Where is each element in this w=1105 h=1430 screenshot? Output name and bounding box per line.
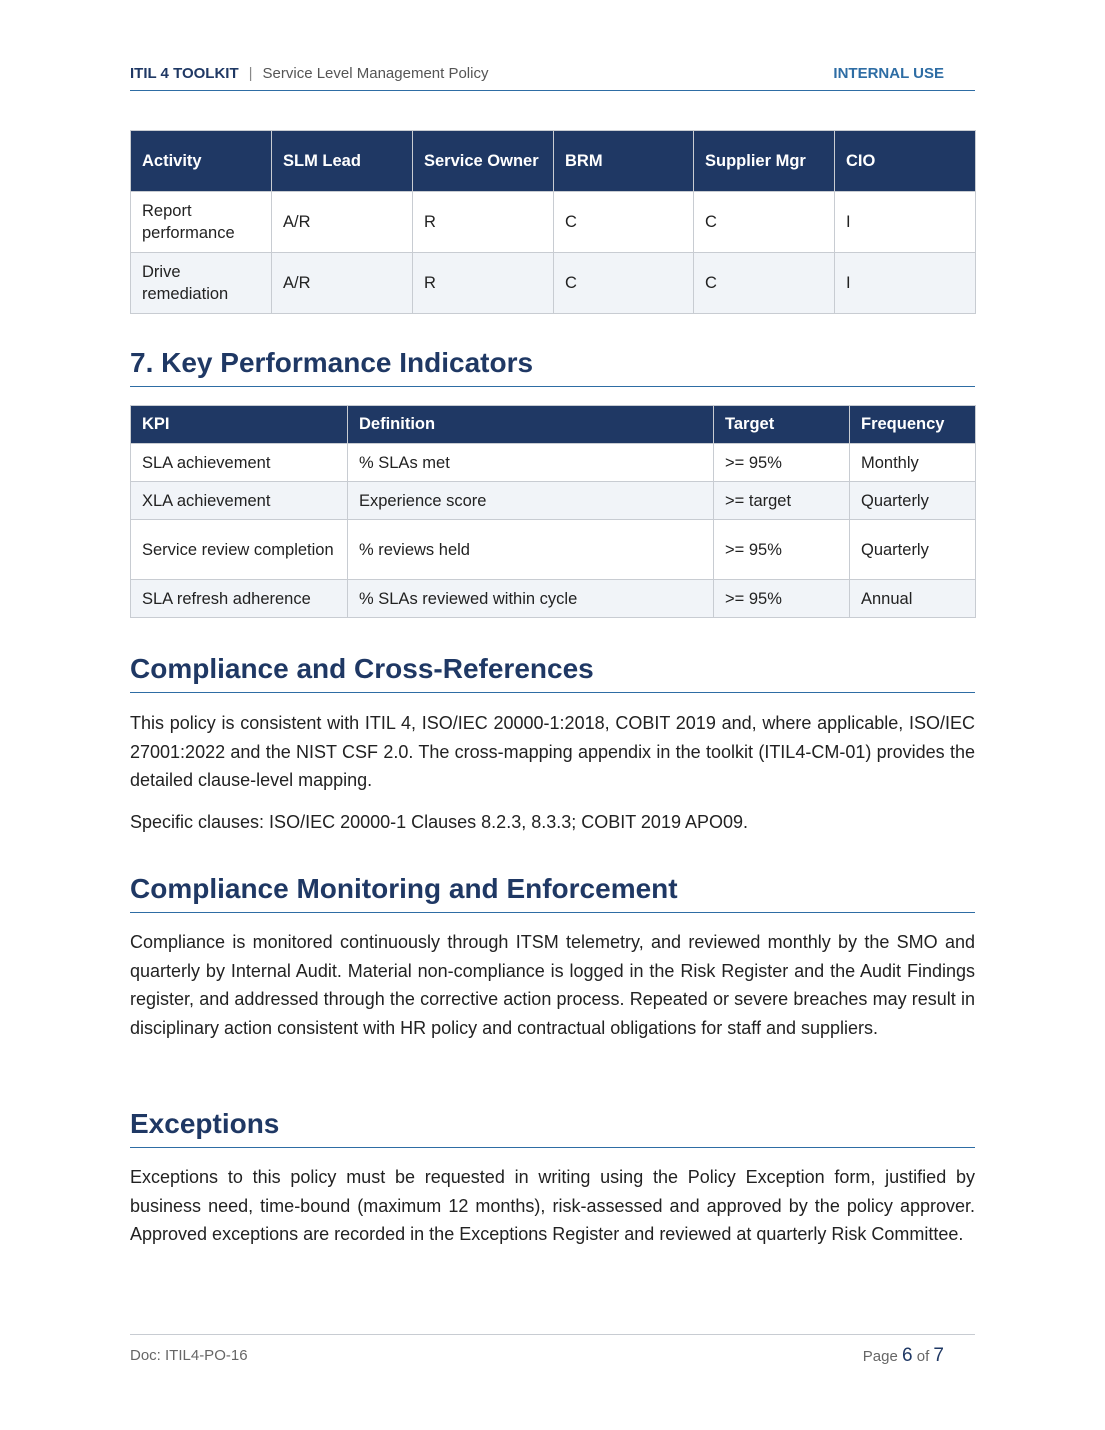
table-cell: % reviews held [348, 520, 714, 580]
table-cell: % SLAs met [348, 444, 714, 482]
kpi-header-row [131, 406, 976, 444]
table-cell: Quarterly [850, 520, 976, 580]
page-footer [130, 1334, 975, 1366]
raci-header-cio: CIO [835, 131, 976, 192]
kpi-header-target: Target [714, 406, 850, 444]
table-cell: % SLAs reviewed within cycle [348, 580, 714, 618]
table-cell: C [554, 192, 694, 253]
compliance-clauses-paragraph: Specific clauses: ISO/IEC 20000-1 Clauses 8.2.3, 8.3.3; COBIT 2019 APO09. [130, 812, 749, 832]
raci-table [130, 130, 976, 314]
table-cell: Report performance [131, 192, 272, 253]
exceptions-heading: Exceptions [130, 1107, 975, 1148]
table-cell: Quarterly [850, 482, 976, 520]
table-cell: >= 95% [714, 580, 850, 618]
header-separator: | [248, 65, 253, 82]
table-cell: Drive remediation [131, 253, 272, 314]
table-row [131, 580, 976, 618]
table-cell: Monthly [850, 444, 976, 482]
table-cell: C [694, 192, 835, 253]
compliance-refs-paragraph: This policy is consistent with ITIL 4, ISO/IEC 20000-1:2018, COBIT 2019 and, where applicable, ISO/IEC 27001:2022 and the NIST CSF 2.0. The cross-mapping appendix in the toolkit (ITIL4-CM-01) provides the detailed clause-level mapping. [130, 713, 975, 791]
table-cell: A/R [272, 192, 413, 253]
raci-header-supplier-mgr: Supplier Mgr [694, 131, 835, 192]
table-cell: R [413, 253, 554, 314]
raci-header-activity: Activity [131, 131, 272, 192]
table-cell: R [413, 192, 554, 253]
raci-header-brm: BRM [554, 131, 694, 192]
table-row [131, 482, 976, 520]
kpi-heading: 7. Key Performance Indicators [130, 346, 975, 387]
page-header [130, 64, 975, 91]
table-cell: XLA achievement [131, 482, 348, 520]
header-left [130, 65, 488, 82]
exceptions-paragraph: Exceptions to this policy must be requested in writing using the Policy Exception form, justified by business need, time-bound (maximum 12 months), risk-assessed and approved by the policy approver. Approved exceptions are recorded in the Exceptions Register and reviewed at quarterly Risk Committee. [130, 1167, 975, 1245]
raci-header-row [131, 131, 976, 192]
raci-header-service-owner: Service Owner [413, 131, 554, 192]
table-cell: >= 95% [714, 444, 850, 482]
table-cell: Annual [850, 580, 976, 618]
table-cell: >= 95% [714, 520, 850, 580]
kpi-header-kpi: KPI [131, 406, 348, 444]
table-cell: I [835, 253, 976, 314]
footer-page-total: 7 [933, 1345, 944, 1366]
kpi-header-definition: Definition [348, 406, 714, 444]
footer-page-current: 6 [901, 1345, 913, 1366]
table-cell: A/R [272, 253, 413, 314]
table-cell: C [554, 253, 694, 314]
compliance-monitoring-heading: Compliance Monitoring and Enforcement [130, 872, 975, 913]
compliance-monitoring-paragraph: Compliance is monitored continuously through ITSM telemetry, and reviewed monthly by the SMO and quarterly by Internal Audit. Material non-compliance is logged in the Risk Register and the Audit Findings register, and addressed through the corrective action process. Repeated or severe breaches may result in disciplinary action consistent with HR policy and contractual obligations for staff and suppliers. [130, 932, 975, 1038]
compliance-refs-heading: Compliance and Cross-References [130, 652, 975, 693]
table-cell: SLA achievement [131, 444, 348, 482]
table-cell: C [694, 253, 835, 314]
header-brand: ITIL 4 TOOLKIT [130, 65, 239, 82]
footer-of-label: of [916, 1348, 930, 1365]
table-cell: SLA refresh adherence [131, 580, 348, 618]
table-cell: >= target [714, 482, 850, 520]
kpi-table [130, 405, 976, 618]
table-row [131, 253, 976, 314]
footer-doc-id: Doc: ITIL4-PO-16 [130, 1347, 248, 1364]
table-cell: Experience score [348, 482, 714, 520]
footer-page-label: Page [862, 1348, 898, 1365]
kpi-header-frequency: Frequency [850, 406, 976, 444]
table-row [131, 444, 976, 482]
table-row [131, 192, 976, 253]
raci-header-slm-lead: SLM Lead [272, 131, 413, 192]
footer-page-number [863, 1345, 944, 1367]
table-cell: Service review completion [131, 520, 348, 580]
table-row [131, 520, 976, 580]
header-classification: INTERNAL USE [833, 65, 944, 82]
header-doc-title: Service Level Management Policy [262, 65, 489, 82]
table-cell: I [835, 192, 976, 253]
